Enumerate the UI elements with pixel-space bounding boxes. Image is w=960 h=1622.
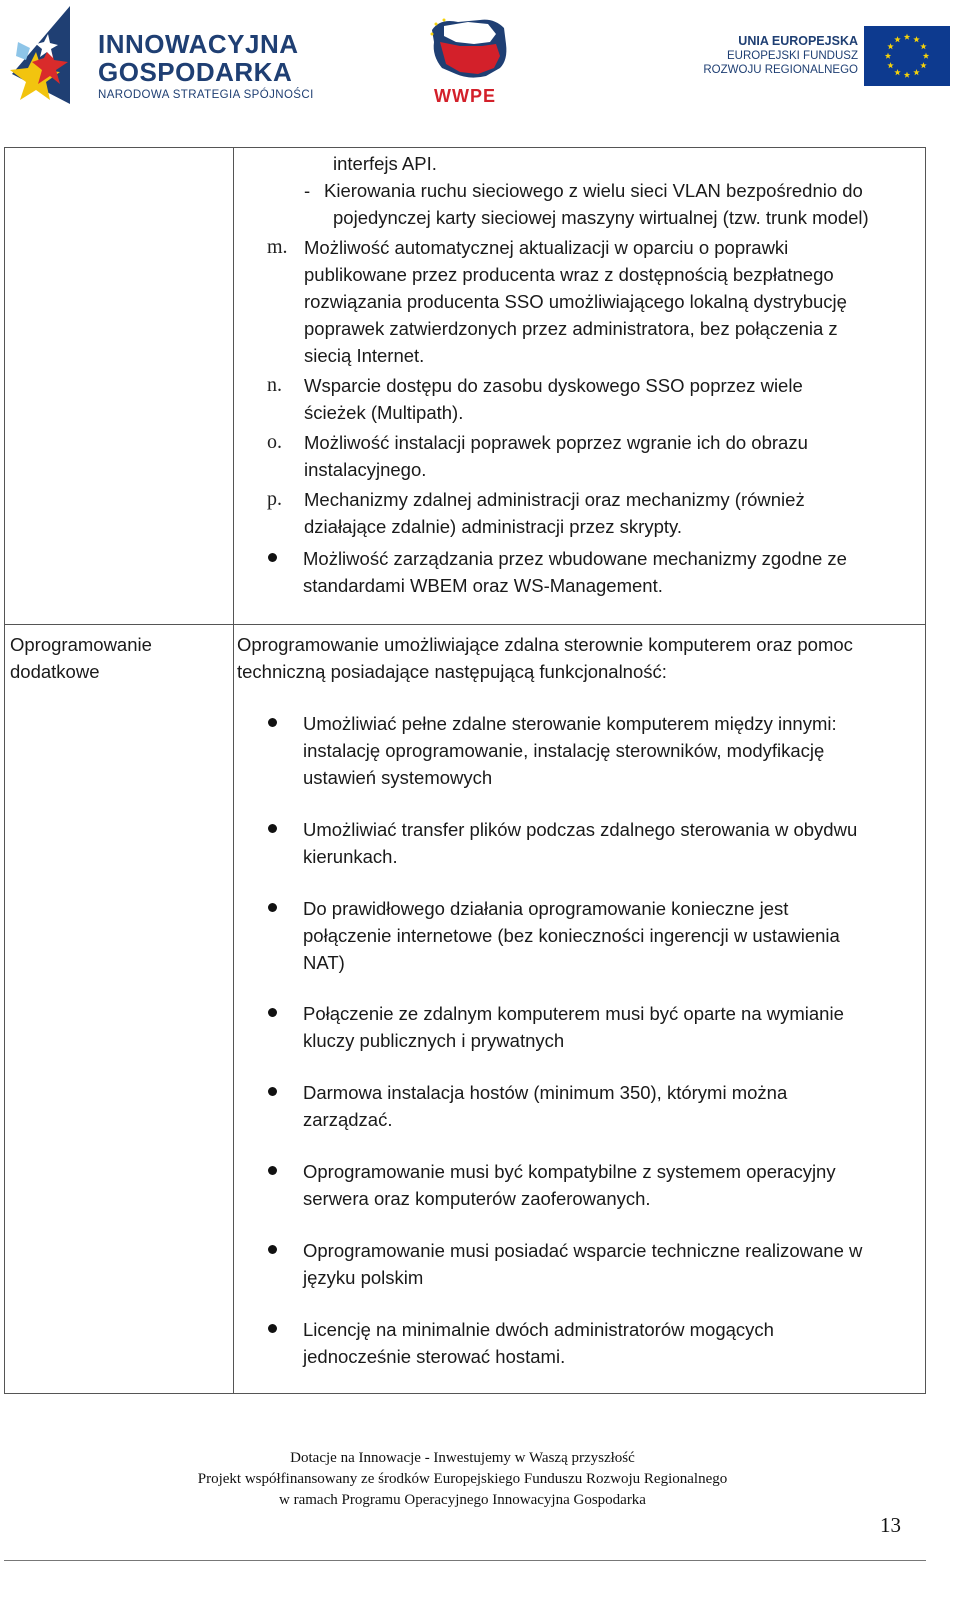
row-divider (5, 624, 925, 625)
feature-6-line2: serwera oraz komputerów zaoferowanych. (303, 1188, 651, 1209)
dash-marker: - (304, 180, 311, 201)
footer-line1: Dotacje na Innowacje - Inwestujemy w Waszą przyszłość (290, 1450, 635, 1466)
feature-3-line3: NAT) (303, 952, 345, 973)
dash-item-line1: Kierowania ruchu sieciowego z wielu sieci VLAN bezpośrednio do (324, 180, 863, 201)
item-m-line3: rozwiązania producenta SSO umożliwiającego lokalną dystrybucję (304, 291, 847, 312)
feature-4-line2: kluczy publicznych i prywatnych (303, 1030, 565, 1051)
intro-line2: techniczną posiadające następującą funkcjonalność: (237, 661, 667, 682)
feature-3-line1: Do prawidłowego działania oprogramowanie konieczne jest (303, 898, 789, 919)
item-m-line5: siecią Internet. (304, 345, 425, 366)
item-n-line1: Wsparcie dostępu do zasobu dyskowego SSO poprzez wiele (304, 375, 803, 396)
feature-1-line3: ustawień systemowych (303, 767, 493, 788)
item-marker-o: o. (267, 431, 282, 453)
eu-line1: UNIA EUROPEJSKA (738, 34, 858, 48)
feature-3-line2: połączenie internetowe (bez konieczności ingerencji w ustawienia (303, 925, 840, 946)
bullet-icon (268, 824, 277, 833)
bullet-icon (268, 903, 277, 912)
item-marker-n: n. (267, 374, 282, 396)
item-m-line4: poprawek zatwierdzonych przez administratora, bez połączenia z (304, 318, 838, 339)
bullet-icon (268, 718, 277, 727)
innowacyjna-gospodarka-logo (6, 4, 336, 108)
feature-2-line2: kierunkach. (303, 846, 398, 867)
bullet-item-line2: standardami WBEM oraz WS-Management. (303, 575, 663, 596)
bullet-icon (268, 1166, 277, 1175)
page-header (0, 0, 960, 120)
row-label-line1: Oprogramowanie (10, 634, 152, 655)
footer-line2: Projekt współfinansowany ze środków Europejskiego Funduszu Rozwoju Regionalnego (197, 1471, 728, 1487)
feature-7-line1: Oprogramowanie musi posiadać wsparcie techniczne realizowane w (303, 1240, 863, 1261)
dash-item-line2: pojedynczej karty sieciowej maszyny wirtualnej (tzw. trunk model) (333, 207, 869, 228)
item-m-line1: Możliwość automatycznej aktualizacji w oparciu o poprawki (304, 237, 789, 258)
logo-title-line2: GOSPODARKA (98, 57, 293, 87)
poland-map-icon (430, 16, 510, 82)
feature-8-line1: Licencję na minimalnie dwóch administratorów mogących (303, 1319, 774, 1340)
feature-7-line2: języku polskim (303, 1267, 424, 1288)
bullet-icon (268, 1245, 277, 1254)
row-label-line2: dodatkowe (10, 661, 100, 682)
item-marker-m: m. (267, 236, 288, 258)
footer-line3: w ramach Programu Operacyjnego Innowacyjna Gospodarka (279, 1492, 646, 1508)
item-m-line2: publikowane przez producenta wraz z dostępnością bezpłatnego (304, 264, 834, 285)
wwpe-label: WWPE (434, 86, 496, 106)
feature-2-line1: Umożliwiać transfer plików podczas zdalnego sterowania w obydwu (303, 819, 858, 840)
star-emblem-icon (6, 4, 96, 108)
feature-4-line1: Połączenie ze zdalnym komputerem musi być oparte na wymianie (303, 1003, 844, 1024)
logo-subtitle: NARODOWA STRATEGIA SPÓJNOŚCI (98, 89, 314, 101)
item-p-line1: Mechanizmy zdalnej administracji oraz mechanizmy (również (304, 489, 805, 510)
bullet-icon (268, 553, 277, 562)
item-p-line2: działające zdalnie) administracji przez skrypty. (304, 516, 683, 537)
bullet-icon (268, 1008, 277, 1017)
intro-line1: Oprogramowanie umożliwiające zdalna sterownie komputerem oraz pomoc (237, 634, 853, 655)
item-o-line2: instalacyjnego. (304, 459, 427, 480)
feature-1-line1: Umożliwiać pełne zdalne sterowanie komputerem między innymi: (303, 713, 837, 734)
item-o-line1: Możliwość instalacji poprawek poprzez wgranie ich do obrazu (304, 432, 808, 453)
feature-6-line1: Oprogramowanie musi być kompatybilne z systemem operacyjny (303, 1161, 836, 1182)
eu-line3: ROZWOJU REGIONALNEGO (703, 64, 858, 76)
feature-8-line2: jednocześnie sterować hostami. (303, 1346, 566, 1367)
bullet-icon (268, 1087, 277, 1096)
feature-5-line2: zarządzać. (303, 1109, 393, 1130)
page-number: 13 (880, 1513, 901, 1537)
continuation-text: interfejs API. (333, 153, 437, 174)
item-marker-p: p. (267, 488, 282, 510)
specification-table (4, 147, 926, 1394)
column-divider (233, 148, 234, 1393)
bottom-divider (4, 1560, 926, 1561)
eu-line2: EUROPEJSKI FUNDUSZ (727, 50, 858, 62)
feature-1-line2: instalację oprogramowanie, instalację sterowników, modyfikację (303, 740, 825, 761)
bullet-item-line1: Możliwość zarządzania przez wbudowane mechanizmy zgodne ze (303, 548, 847, 569)
feature-5-line1: Darmowa instalacja hostów (minimum 350), którymi można (303, 1082, 788, 1103)
bullet-icon (268, 1324, 277, 1333)
logo-title-line1: INNOWACYJNA (98, 29, 299, 59)
eu-flag-icon (864, 26, 950, 86)
item-n-line2: ścieżek (Multipath). (304, 402, 464, 423)
page-footer (0, 1448, 925, 1511)
eu-fund-logo (680, 26, 950, 96)
wwpe-logo (430, 16, 530, 110)
